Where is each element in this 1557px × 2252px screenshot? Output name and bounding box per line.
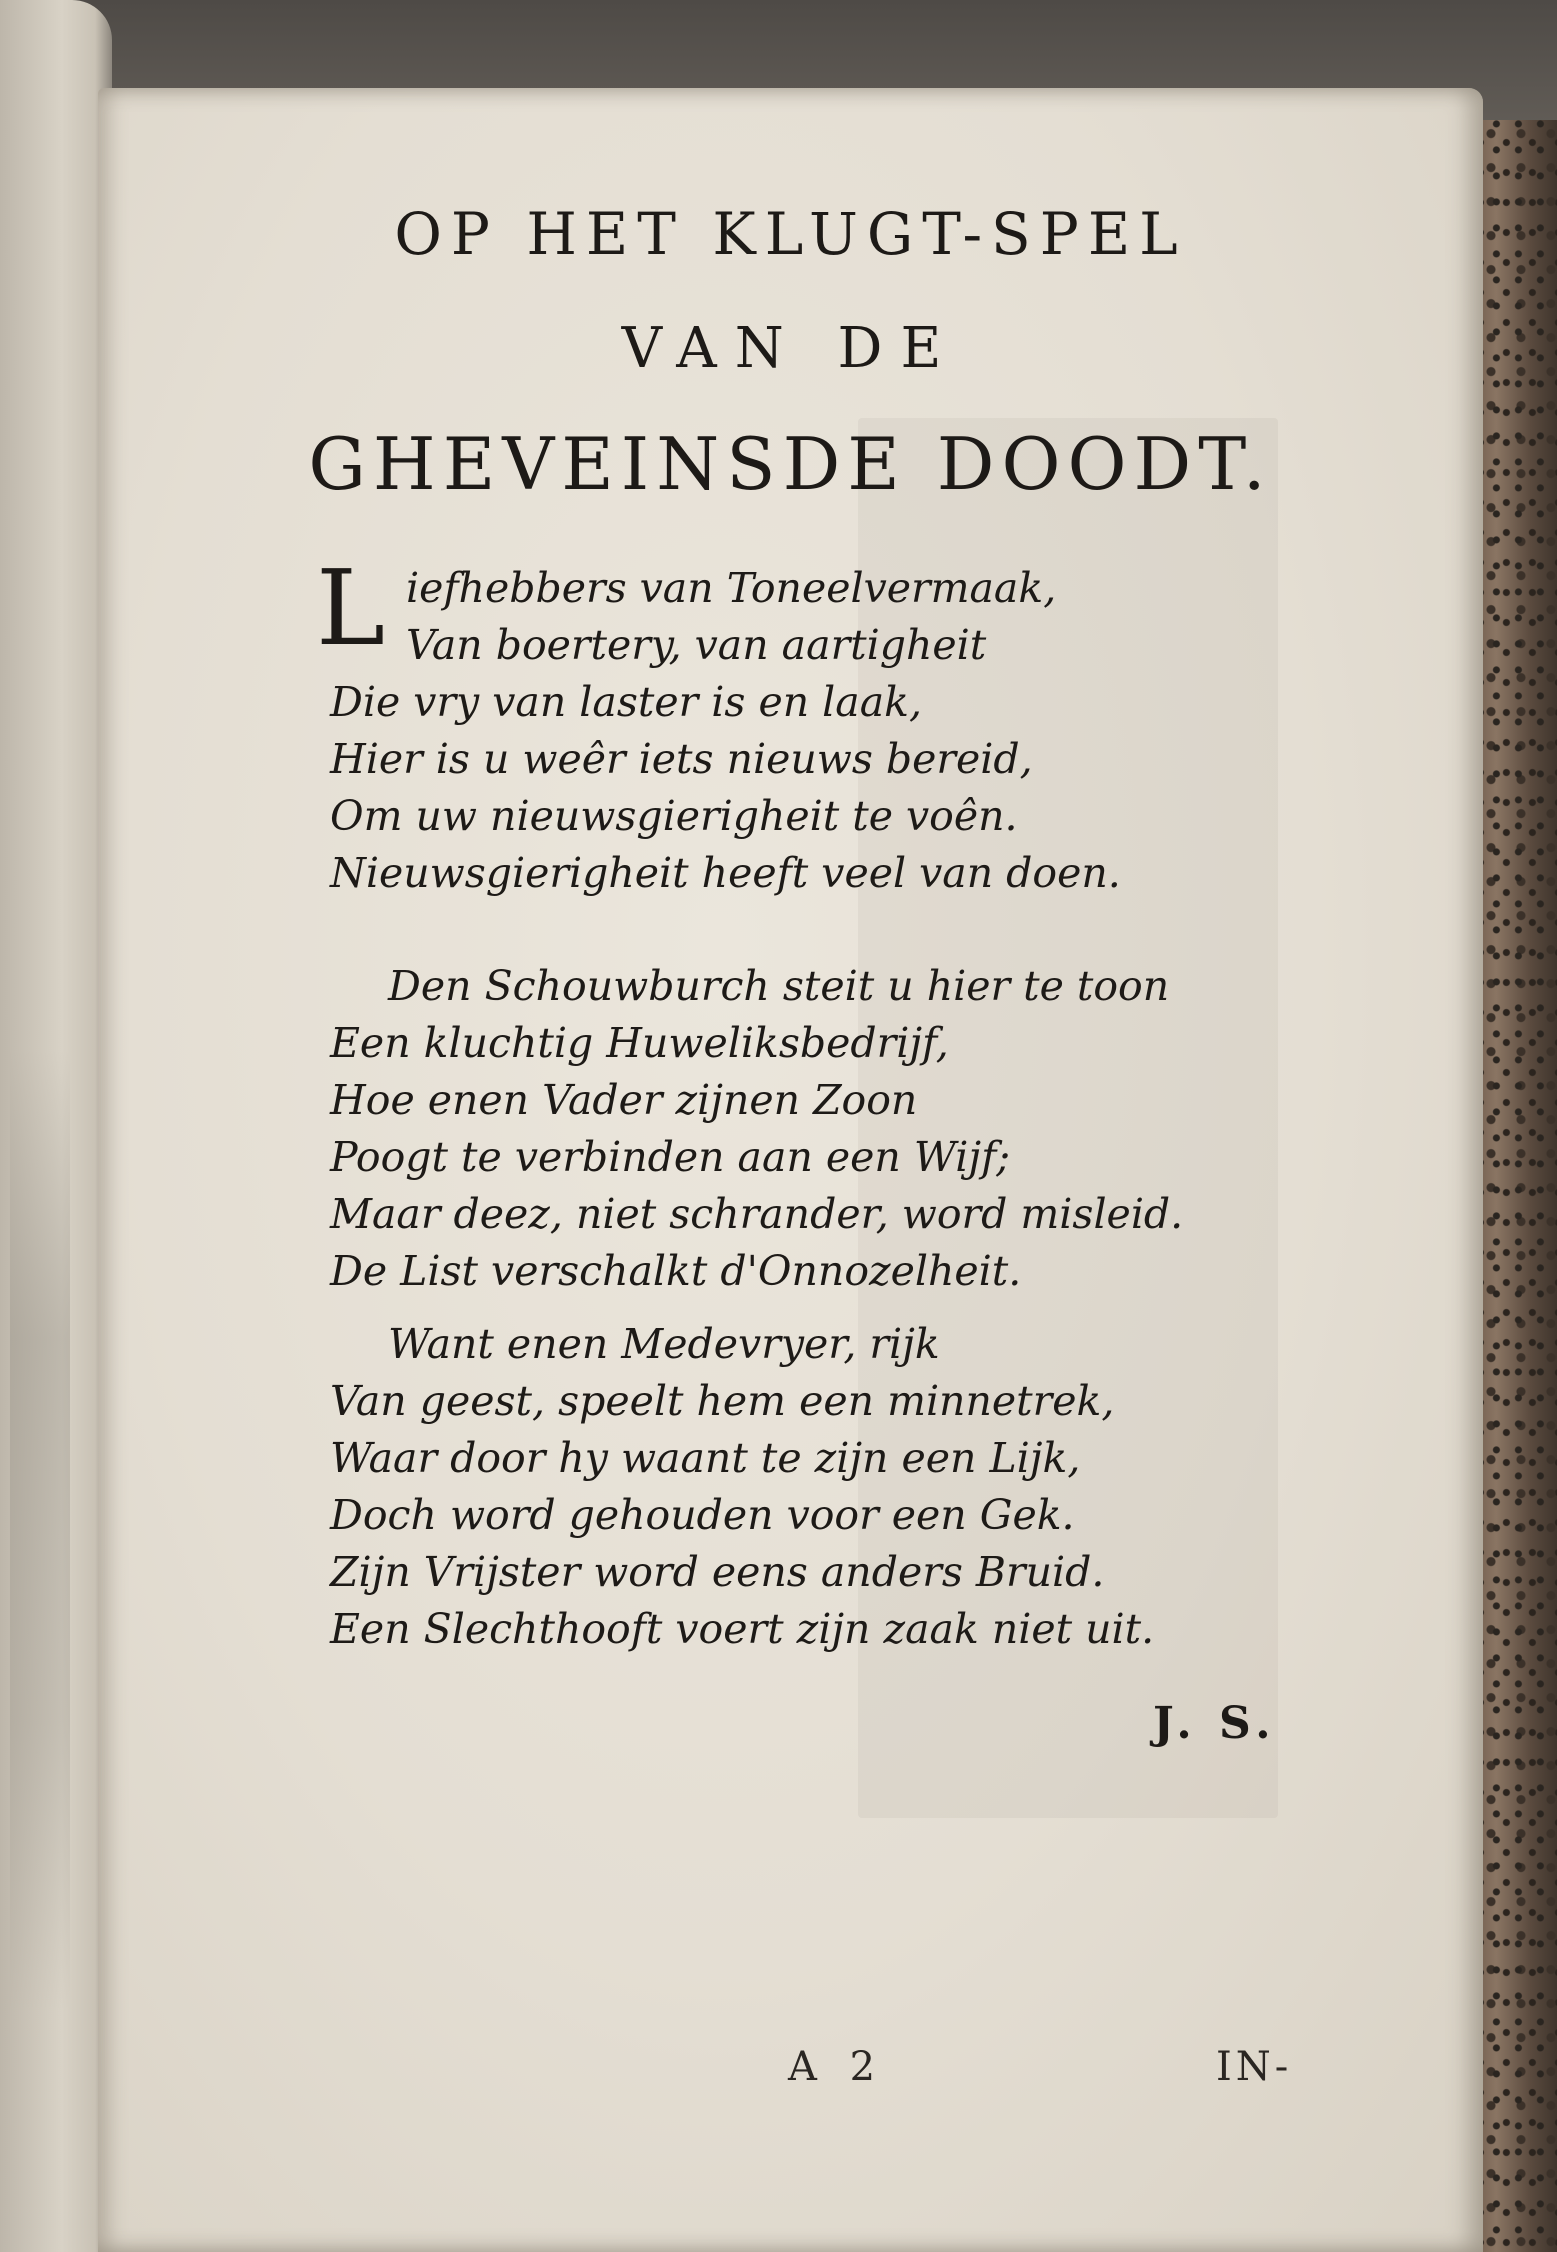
poem-line: Van geest, speelt hem een minnetrek, — [330, 1377, 1115, 1425]
poem-line: Den Schouwburch steit u hier te toon — [388, 962, 1170, 1010]
poem-line: Want enen Medevryer, rijk — [388, 1320, 940, 1368]
poem-line: Hier is u weêr iets nieuws bereid, — [330, 735, 1033, 783]
drop-cap: L — [316, 547, 386, 669]
poem-line: Poogt te verbinden aan een Wijf; — [330, 1133, 1011, 1181]
poem-line-text: iefhebbers van Toneelvermaak, — [406, 564, 1057, 612]
poem-line: Zijn Vrijster word eens anders Bruid. — [330, 1548, 1105, 1596]
title-line-2: VAN DE — [621, 316, 960, 381]
poem-line: Doch word gehouden voor een Gek. — [330, 1491, 1075, 1539]
title-line-3: GHEVEINSDE DOODT. — [308, 422, 1273, 506]
book-cover-edge — [1470, 120, 1557, 2252]
poem-line: Die vry van laster is en laak, — [330, 678, 923, 726]
title-line-1: OP HET KLUGT-SPEL — [394, 200, 1187, 268]
poem-line: De List verschalkt d'Onnozelheit. — [330, 1247, 1022, 1295]
poem-line: Van boertery, van aartigheit — [406, 621, 987, 669]
signature-mark: A 2 — [788, 2044, 886, 2090]
poem-line: Hoe enen Vader zijnen Zoon — [330, 1076, 918, 1124]
facing-page-shadow — [10, 1050, 70, 2010]
poem-line: Om uw nieuwsgierigheit te voên. — [330, 792, 1018, 840]
poem-line: Waar door hy waant te zijn een Lijk, — [330, 1434, 1081, 1482]
poem-line: Een kluchtig Huweliksbedrijf, — [330, 1019, 949, 1067]
poem-line: Een Slechthooft voert zijn zaak niet uit. — [330, 1605, 1155, 1653]
author-signature: J. S. — [1153, 1698, 1277, 1749]
catchword: IN- — [1216, 2044, 1293, 2090]
facing-page-edge — [0, 0, 112, 2252]
book-page — [98, 88, 1483, 2252]
poem-line: Maar deez, niet schrander, word misleid. — [330, 1190, 1184, 1238]
poem-line: Nieuwsgierigheit heeft veel van doen. — [330, 849, 1121, 897]
stanza-1 — [316, 547, 1330, 902]
stanza-3 — [330, 1316, 1330, 1658]
stanza-2 — [330, 958, 1330, 1300]
